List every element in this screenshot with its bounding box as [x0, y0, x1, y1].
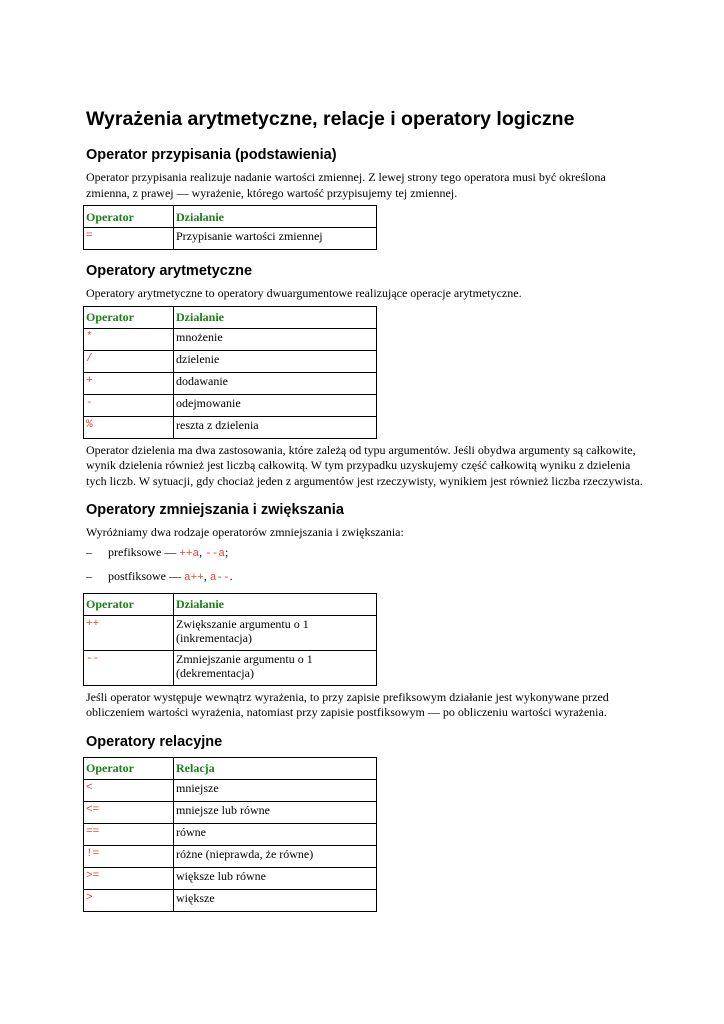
- table-row: [84, 779, 377, 801]
- description-cell: Zwiększanie argumentu o 1 (inkrementacja): [174, 615, 377, 650]
- paragraph-assignment: Operator przypisania realizuje nadanie wartości zmiennej. Z lewej strony tego operatora musi być określona zmienna, z prawej — wyrażenie, którego wartość przypisujemy tej zmiennej.: [86, 170, 606, 200]
- table-assignment: [83, 205, 377, 250]
- description-cell: dzielenie: [174, 350, 377, 372]
- list-item: [86, 545, 646, 562]
- operator-cell: =: [84, 228, 174, 250]
- table-row: [84, 650, 377, 685]
- description-cell: równe: [174, 823, 377, 845]
- operator-cell: /: [84, 350, 174, 372]
- table-row: [84, 394, 377, 416]
- table-header-operator: Operator: [84, 306, 174, 328]
- operator-cell: *: [84, 328, 174, 350]
- table-row: [84, 889, 377, 911]
- table-row: [84, 328, 377, 350]
- separator: ,: [203, 568, 210, 583]
- description-cell: odejmowanie: [174, 394, 377, 416]
- list-item-label: postfiksowe —: [108, 568, 184, 583]
- paragraph-prefix-postfix-note: Jeśli operator występuje wewnątrz wyrażenia, to przy zapisie prefiksowym działanie jest wykonywane przed obliczeniem wartości wyrażenia, natomiast przy zapisie postfiksowym — po obliczeniu wartości wyrażenia.: [86, 689, 609, 719]
- code-snippet: --a: [205, 547, 225, 560]
- list-item-end: .: [229, 568, 233, 583]
- description-cell: Przypisanie wartości zmiennej: [174, 228, 377, 250]
- table-header-operator: Operator: [84, 206, 174, 228]
- table-header-action: Działanie: [174, 206, 377, 228]
- table-row: [84, 845, 377, 867]
- separator: ,: [199, 544, 206, 559]
- table-increment: [83, 593, 377, 686]
- table-header-action: Działanie: [174, 593, 377, 615]
- dash-bullet: –: [86, 544, 92, 559]
- table-header-operator: Operator: [84, 757, 174, 779]
- table-header-action: Działanie: [174, 306, 377, 328]
- paragraph-division-note: Operator dzielenia ma dwa zastosowania, które zależą od typu argumentów. Jeśli obydwa argumenty są całkowite, wynik dzielenia również jest liczbą całkowitą. W tym przypadku uzyskujemy część całkowitą wyniku z dzielenia tych liczb. W sytuacji, gdy chociaż jeden z argumentów jest rzeczywisty, wynikiem jest również liczba rzeczywista.: [86, 442, 643, 488]
- table-row: [84, 867, 377, 889]
- description-cell: różne (nieprawda, że równe): [174, 845, 377, 867]
- description-cell: mniejsze lub równe: [174, 801, 377, 823]
- list-item: [86, 569, 646, 586]
- table-row: [84, 615, 377, 650]
- description-cell: większe lub równe: [174, 867, 377, 889]
- operator-cell: <: [84, 779, 174, 801]
- description-cell: mniejsze: [174, 779, 377, 801]
- table-header-operator: Operator: [84, 593, 174, 615]
- section-heading-arithmetic: Operatory arytmetyczne: [86, 263, 253, 279]
- operator-cell: >: [84, 889, 174, 911]
- operator-cell: --: [84, 650, 174, 685]
- section-heading-relational: Operatory relacyjne: [86, 733, 223, 750]
- table-arithmetic: [83, 306, 377, 439]
- table-relational: [83, 757, 377, 912]
- section-heading-assignment: Operator przypisania (podstawienia): [86, 147, 337, 163]
- paragraph-increment: Wyróżniamy dwa rodzaje operatorów zmniejszania i zwiększania:: [86, 525, 404, 539]
- table-row: [84, 372, 377, 394]
- operator-cell: ==: [84, 823, 174, 845]
- operator-cell: -: [84, 394, 174, 416]
- description-cell: dodawanie: [174, 372, 377, 394]
- table-header-relation: Relacja: [174, 757, 377, 779]
- code-snippet: a++: [184, 571, 204, 584]
- dash-bullet: –: [86, 568, 92, 583]
- paragraph-arithmetic: Operatory arytmetyczne to operatory dwuargumentowe realizujące operacje arytmetyczne.: [86, 286, 522, 300]
- operator-cell: <=: [84, 801, 174, 823]
- description-cell: większe: [174, 889, 377, 911]
- operator-cell: +: [84, 372, 174, 394]
- operator-cell: %: [84, 416, 174, 438]
- table-row: [84, 801, 377, 823]
- code-snippet: ++a: [179, 547, 200, 560]
- document-page: [86, 106, 646, 916]
- list-item-end: ;: [224, 544, 229, 559]
- code-snippet: a--: [209, 571, 230, 584]
- table-row: [84, 823, 377, 845]
- table-row: [84, 416, 377, 438]
- operator-cell: >=: [84, 867, 174, 889]
- operator-cell: !=: [84, 845, 174, 867]
- section-heading-increment: Operatory zmniejszania i zwiększania: [86, 502, 344, 518]
- description-cell: mnożenie: [174, 328, 377, 350]
- description-cell: reszta z dzielenia: [174, 416, 377, 438]
- table-row: [84, 228, 377, 250]
- description-cell: Zmniejszanie argumentu o 1 (dekrementacja): [174, 650, 377, 685]
- page-title: Wyrażenia arytmetyczne, relacje i operatory logiczne: [86, 108, 575, 130]
- table-row: [84, 350, 377, 372]
- operator-cell: ++: [84, 615, 174, 650]
- list-item-label: prefiksowe —: [108, 544, 180, 559]
- increment-list: [86, 545, 646, 586]
